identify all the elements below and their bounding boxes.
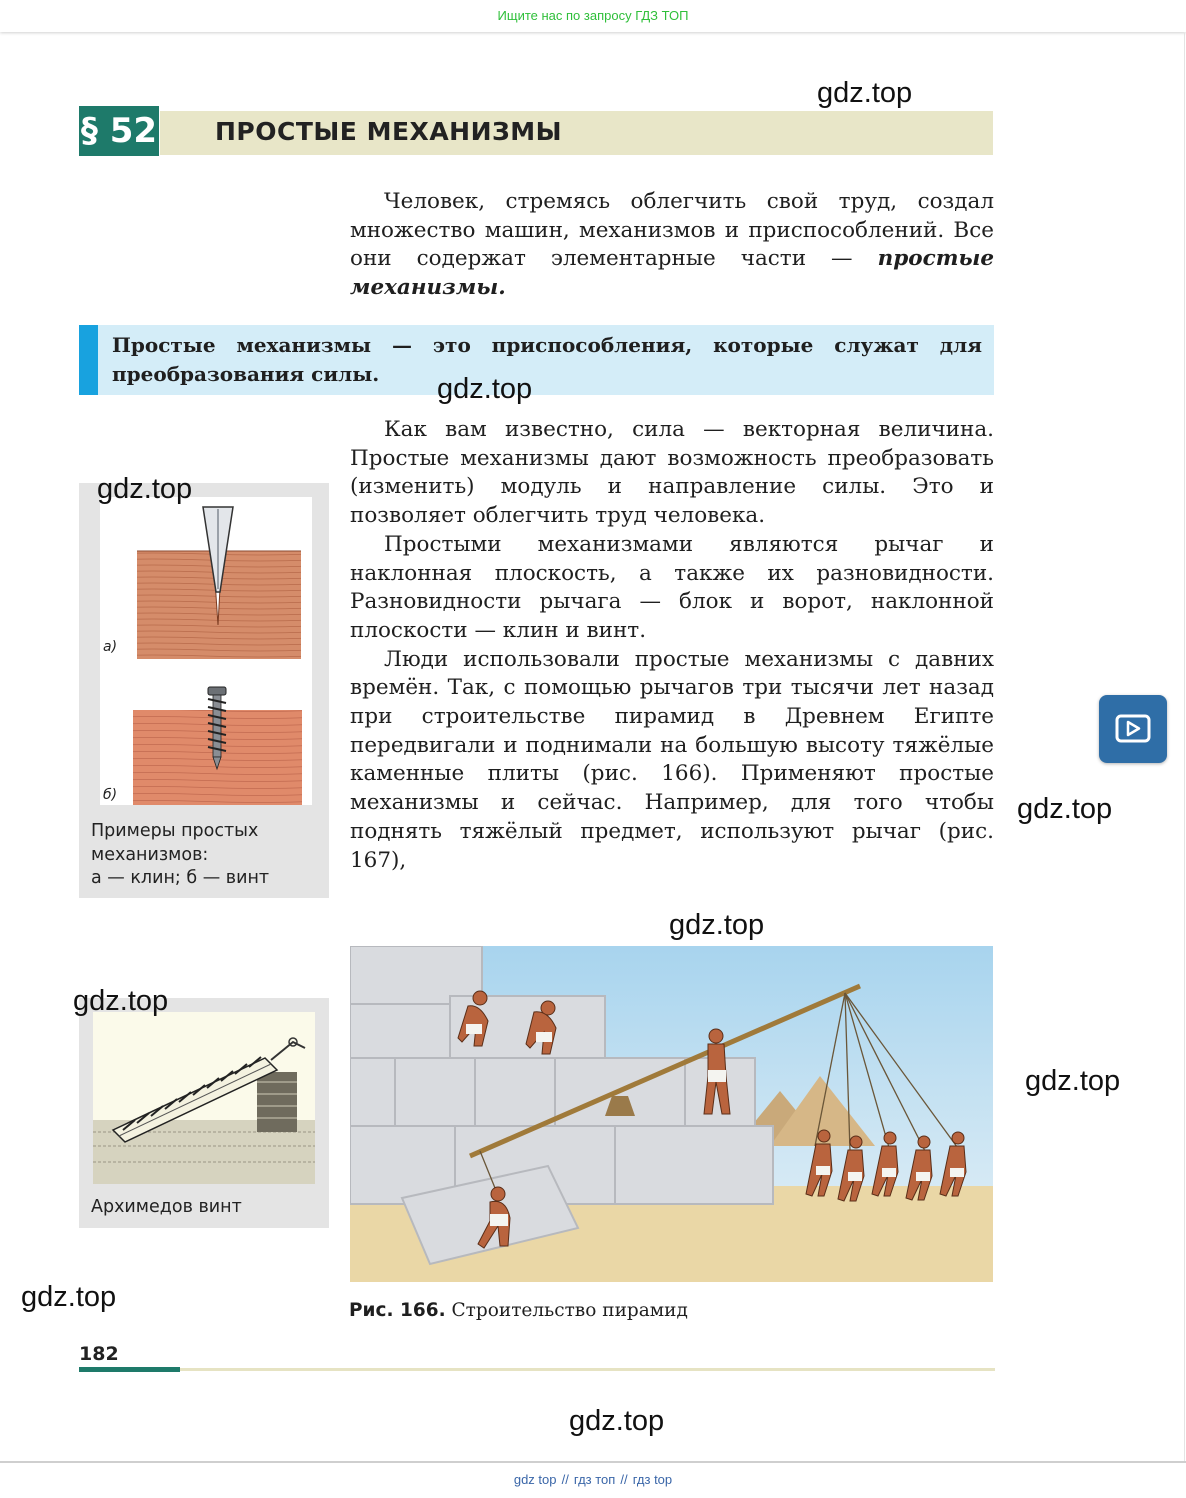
top-banner-text: Ищите нас по запросу ГДЗ ТОП bbox=[497, 8, 689, 23]
figure-simple-mechanisms bbox=[79, 483, 329, 898]
body-paragraph: Как вам известно, сила — векторная величина. Простые механизмы дают возможность преобразовать (изменить) модуль и направление силы. Это и позволяет облегчить труд человека. bbox=[350, 417, 994, 529]
footer-link[interactable]: гдз top bbox=[632, 1472, 673, 1487]
watermark: gdz.top bbox=[437, 373, 533, 405]
footer-link[interactable]: гдз топ bbox=[573, 1472, 616, 1487]
footer-rule bbox=[180, 1368, 995, 1371]
video-play-button[interactable] bbox=[1099, 695, 1167, 763]
top-banner bbox=[0, 0, 1186, 32]
body-paragraph: Простыми механизмами являются рычаг и наклонная плоскость, а также их разновидности. Разновидности рычага — блок и ворот, наклонной плоскости — клин и винт. bbox=[350, 531, 994, 643]
watermark: gdz.top bbox=[21, 1281, 117, 1313]
section-title: ПРОСТЫЕ МЕХАНИЗМЫ bbox=[215, 117, 563, 146]
footer-separator: // bbox=[620, 1472, 628, 1487]
caption-line: Примеры простых bbox=[91, 821, 259, 841]
play-icon bbox=[1099, 695, 1167, 763]
watermark: gdz.top bbox=[97, 473, 193, 505]
watermark: gdz.top bbox=[1025, 1065, 1121, 1097]
footer-separator: // bbox=[561, 1472, 569, 1487]
definition-accent-bar bbox=[79, 325, 98, 395]
bottom-bar bbox=[0, 1461, 1186, 1498]
figure-simple-mechanisms-caption bbox=[91, 820, 269, 891]
footer-accent-bar bbox=[79, 1367, 180, 1372]
intro-text: Человек, стремясь облегчить свой труд, создал множество машин, механизмов и приспособлений. Все они содержат элементарные части — bbox=[350, 189, 994, 272]
definition-text: Простые механизмы — это приспособления, которые служат для преобразования силы. bbox=[112, 333, 982, 386]
watermark: gdz.top bbox=[669, 909, 765, 941]
figure-archimedes-caption: Архимедов винт bbox=[91, 1197, 242, 1217]
wedge-screw-illustration bbox=[100, 497, 312, 805]
archimedes-screw-illustration bbox=[93, 1012, 315, 1184]
watermark: gdz.top bbox=[73, 985, 169, 1017]
watermark: gdz.top bbox=[1017, 793, 1113, 825]
body-paragraph: Люди использовали простые механизмы с давних времён. Так, с помощью рычагов три тысячи лет назад при строительстве пирамид в Древнем Египте передвигали и поднимали на большую высоту тяжёлые каменные плиты (рис. 166). Применяют простые механизмы и сейчас. Например, для того чтобы поднять тяжёлый предмет, используют рычаг (рис. 167), bbox=[350, 646, 994, 873]
figure-simple-mechanisms-illustration bbox=[100, 497, 312, 805]
figure-166-pyramid-construction bbox=[350, 946, 993, 1282]
figure-label-a: а) bbox=[103, 639, 118, 655]
caption-line: механизмов: bbox=[91, 844, 209, 865]
watermark: gdz.top bbox=[569, 1405, 665, 1437]
figure-166-caption-text: Строительство пирамид bbox=[451, 1300, 688, 1321]
figure-166-label: Рис. 166. bbox=[349, 1300, 446, 1321]
figure-archimedes-illustration bbox=[93, 1012, 315, 1184]
figure-166-caption bbox=[349, 1300, 688, 1321]
page-number: 182 bbox=[79, 1343, 119, 1365]
intro-paragraph bbox=[350, 188, 994, 303]
section-number: § 52 bbox=[79, 106, 159, 156]
caption-line: а — клин; б — винт bbox=[91, 868, 270, 888]
page-edge-divider bbox=[1184, 33, 1185, 1461]
watermark: gdz.top bbox=[817, 77, 913, 109]
footer-link[interactable]: gdz top bbox=[513, 1472, 557, 1487]
pyramid-construction-illustration bbox=[350, 946, 993, 1282]
body-text bbox=[350, 416, 994, 875]
intro-emphasis: простые механизмы. bbox=[350, 246, 994, 301]
figure-label-b: б) bbox=[103, 787, 118, 803]
figure-archimedes-screw bbox=[79, 998, 329, 1228]
